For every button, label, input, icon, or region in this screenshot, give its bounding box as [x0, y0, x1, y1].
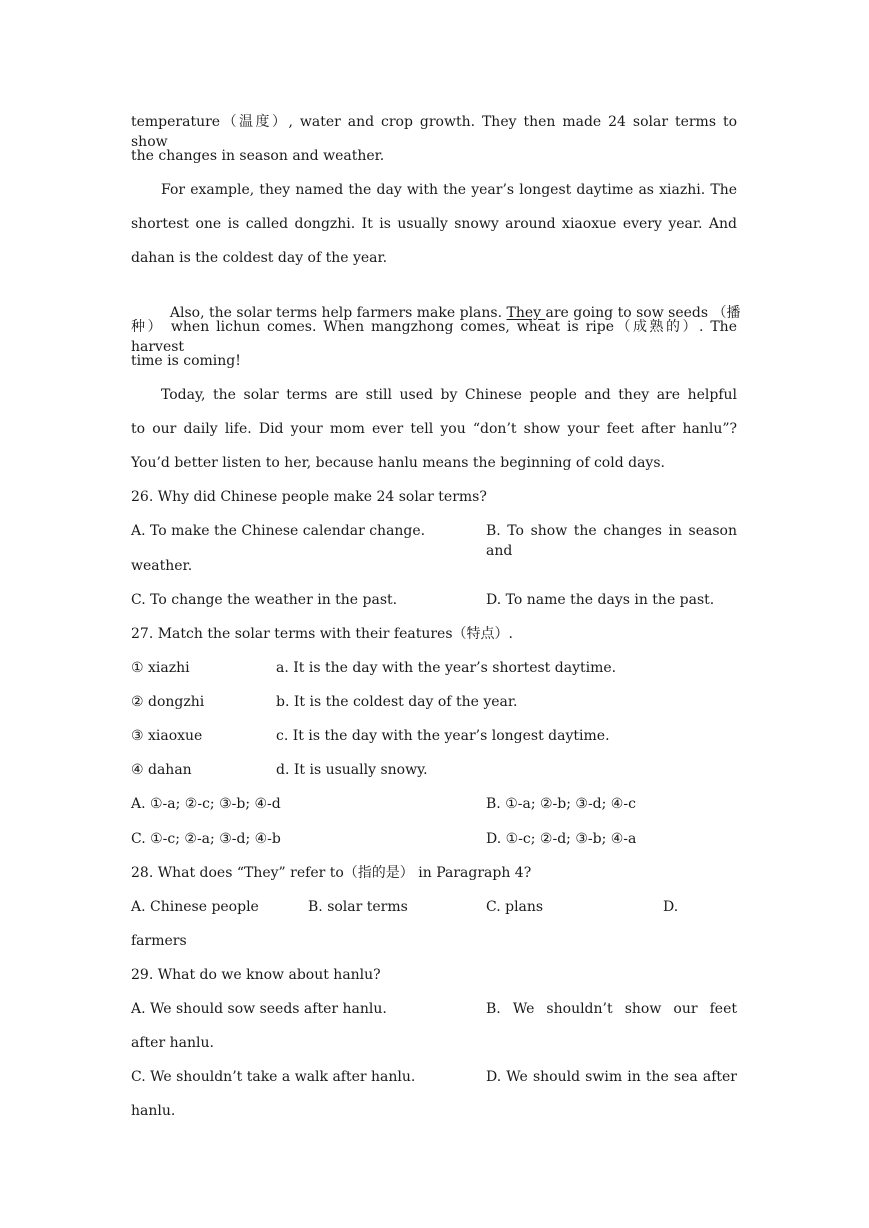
q26-option-b-cont: weather. — [131, 558, 193, 574]
match-term: ② dongzhi — [131, 694, 205, 710]
passage-text: are going to sow seeds （播 — [545, 305, 741, 321]
passage-line: time is coming! — [131, 353, 241, 369]
passage-line: dahan is the coldest day of the year. — [131, 250, 388, 266]
passage-line: temperature（温度）, water and crop growth. They then made 24 solar terms to show — [131, 114, 737, 150]
q27-option-b: B. ①-a; ②-b; ③-d; ④-c — [486, 796, 636, 812]
match-feature: c. It is the day with the year’s longest daytime. — [276, 728, 610, 744]
q29-option-b-cont: after hanlu. — [131, 1035, 214, 1051]
q28-option-d-cont: farmers — [131, 933, 187, 949]
q26-option-a: A. To make the Chinese calendar change. — [131, 523, 426, 539]
q26-option-b: B. To show the changes in season and — [486, 523, 737, 559]
q27-option-a: A. ①-a; ②-c; ③-b; ④-d — [131, 796, 281, 812]
q29-option-a: A. We should sow seeds after hanlu. — [131, 1001, 387, 1017]
match-feature: b. It is the coldest day of the year. — [276, 694, 518, 710]
q26-option-d: D. To name the days in the past. — [486, 592, 715, 608]
q28-option-a: A. Chinese people — [131, 899, 259, 915]
q27-option-c: C. ①-c; ②-a; ③-d; ④-b — [131, 831, 281, 847]
question-28-stem: 28. What does “They” refer to（指的是） in Paragraph 4? — [131, 865, 532, 881]
match-term: ③ xiaoxue — [131, 728, 203, 744]
passage-line: You’d better listen to her, because hanlu means the beginning of cold days. — [131, 455, 665, 471]
question-26-stem: 26. Why did Chinese people make 24 solar terms? — [131, 489, 487, 505]
passage-line: For example, they named the day with the year’s longest daytime as xiazhi. The — [161, 182, 737, 198]
q27-option-d: D. ①-c; ②-d; ③-b; ④-a — [486, 831, 637, 847]
question-29-stem: 29. What do we know about hanlu? — [131, 967, 381, 983]
q29-option-b: B. We shouldn’t show our feet — [486, 1001, 737, 1017]
q29-option-d: D. We should swim in the sea after — [486, 1069, 737, 1085]
q29-option-c: C. We shouldn’t take a walk after hanlu. — [131, 1069, 416, 1085]
passage-line: Today, the solar terms are still used by Chinese people and they are helpful — [161, 387, 737, 403]
q28-option-b: B. solar terms — [308, 899, 408, 915]
question-27-stem: 27. Match the solar terms with their features（特点）. — [131, 626, 513, 642]
passage-line: 种） when lichun comes. When mangzhong comes, wheat is ripe（成熟的）. The harvest — [131, 319, 737, 355]
q28-option-d: D. — [663, 899, 679, 915]
q28-option-c: C. plans — [486, 899, 544, 915]
underlined-they: They — [506, 305, 546, 321]
q26-option-c: C. To change the weather in the past. — [131, 592, 398, 608]
passage-line: shortest one is called dongzhi. It is usually snowy around xiaoxue every year. And — [131, 216, 737, 232]
passage-line: the changes in season and weather. — [131, 148, 385, 164]
q29-option-d-cont: hanlu. — [131, 1103, 176, 1119]
match-feature: a. It is the day with the year’s shortest daytime. — [276, 660, 617, 676]
passage-line: to our daily life. Did your mom ever tell you “don’t show your feet after hanlu”? — [131, 421, 737, 437]
match-term: ④ dahan — [131, 762, 192, 778]
match-term: ① xiazhi — [131, 660, 190, 676]
match-feature: d. It is usually snowy. — [276, 762, 428, 778]
passage-text: Also, the solar terms help farmers make plans. — [169, 305, 507, 321]
